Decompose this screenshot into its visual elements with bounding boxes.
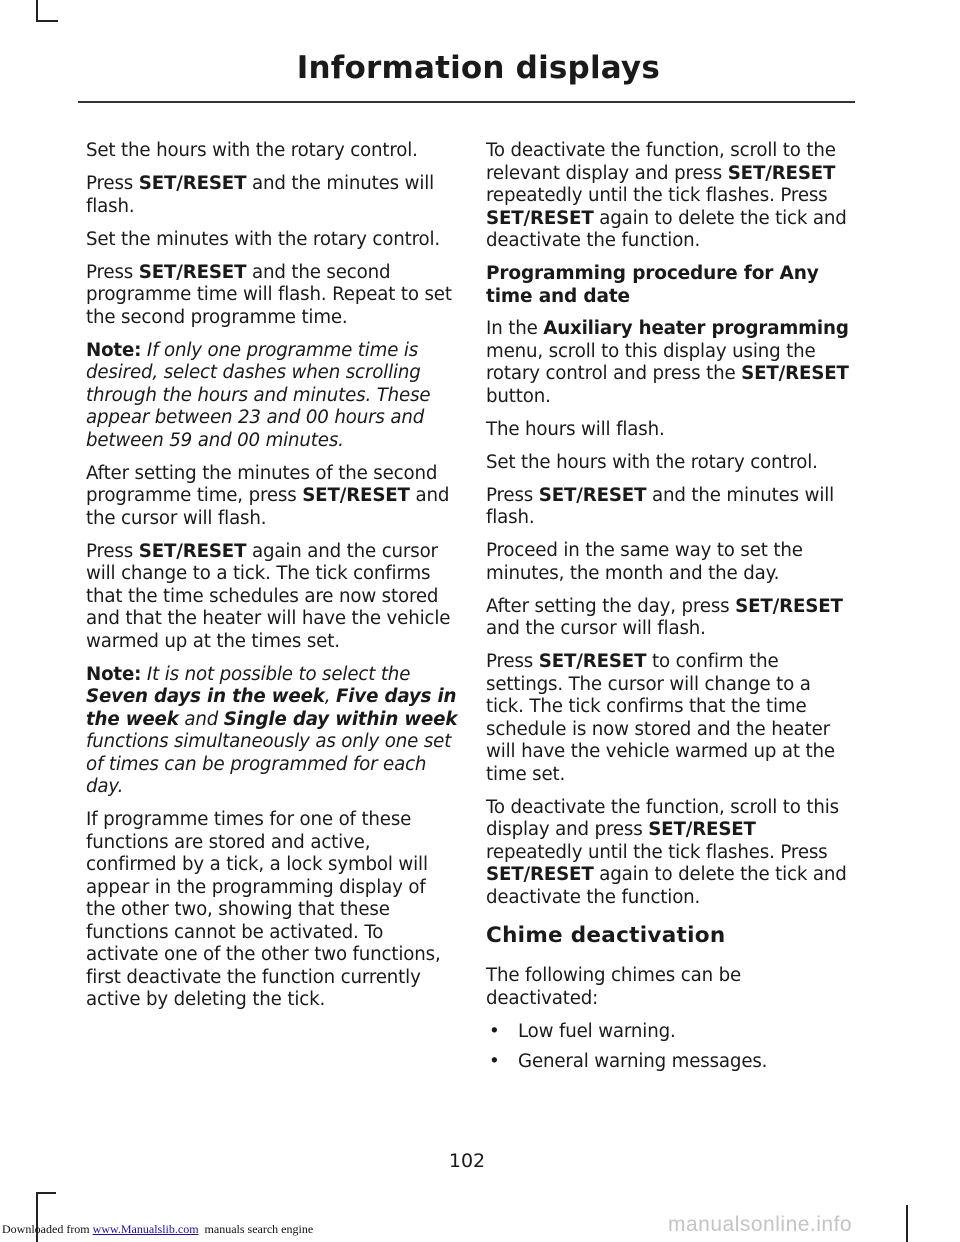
page-number: 102 xyxy=(448,1150,486,1172)
paragraph: Proceed in the same way to set the minutes, the month and the day. xyxy=(486,540,803,584)
button-reference: SET/RESET xyxy=(486,207,594,229)
paragraph: Press SET/RESET to confirm the settings. The cursor will change to a tick. The tick confirms that the time schedule is now stored and the heater will have the vehicle warmed up at the time set. xyxy=(486,651,835,785)
paragraph: To deactivate the function, scroll to this display and press SET/RESET repeatedly until the tick flashes. Press SET/RESET again to delete the tick and deactivate the function. xyxy=(486,796,847,908)
bullet-icon: • xyxy=(489,1051,500,1072)
crop-mark-bottom-left-horizontal xyxy=(36,1192,56,1194)
crop-mark-top-left-vertical xyxy=(36,0,38,22)
button-reference: SET/RESET xyxy=(741,363,849,384)
paragraph: Set the hours with the rotary control. xyxy=(486,451,818,473)
menu-reference: Auxiliary heater programming xyxy=(543,318,849,339)
manualslib-link[interactable]: www.Manualslib.com xyxy=(92,1222,199,1236)
crop-mark-top-left-horizontal xyxy=(36,20,58,22)
paragraph: After setting the day, press SET/RESET and the cursor will flash. xyxy=(486,595,843,639)
paragraph: Press SET/RESET and the minutes will flash. xyxy=(486,484,835,528)
button-reference: SET/RESET xyxy=(648,819,756,840)
button-reference: SET/RESET xyxy=(138,173,247,194)
paragraph: Press SET/RESET and the minutes will flash. xyxy=(86,173,435,217)
paragraph: Press SET/RESET again and the cursor will change to a tick. The tick confirms that the time schedules are now stored and that the heater will have the vehicle warmed up at the times set. xyxy=(86,540,451,652)
button-reference: SET/RESET xyxy=(538,484,647,506)
right-column xyxy=(486,140,852,1082)
button-reference: SET/RESET xyxy=(302,485,410,506)
paragraph: To deactivate the function, scroll to the relevant display and press SET/RESET repeatedly until the tick flashes. Press SET/RESET again to delete the tick and deactivate the function. xyxy=(486,140,847,251)
button-reference: SET/RESET xyxy=(735,595,843,617)
paragraph: Set the hours with the rotary control. xyxy=(86,140,418,161)
function-name: Single day within week xyxy=(223,708,458,730)
function-name: Five days in the week xyxy=(86,686,457,730)
note-label: Note: xyxy=(86,339,142,361)
bullet-list xyxy=(486,1021,852,1074)
list-item: • General warning messages. xyxy=(489,1051,768,1072)
paragraph: The following chimes can be deactivated: xyxy=(486,965,742,1009)
function-name: Seven days in the week xyxy=(86,686,325,707)
note: Note: It is not possible to select the Seven days in the week, Five days in the week and Single day within week functions simultaneously as only one set of times can be programmed for each day. xyxy=(86,663,458,797)
button-reference: SET/RESET xyxy=(138,540,247,562)
section-heading: Chime deactivation xyxy=(486,923,726,948)
download-footer: Downloaded from www.Manualslib.com manuals search engine xyxy=(2,1222,314,1236)
paragraph: If programme times for one of these functions are stored and active, confirmed by a tick, a lock symbol will appear in the programming display of the other two, showing that these functions cannot be activated. To activate one of the other two functions, first deactivate the function currently active by deleting the tick. xyxy=(86,809,441,1010)
note-text: If only one programme time is desired, select dashes when scrolling through the hours and minutes. These appear between 23 and 00 hours and between 59 and 00 minutes. xyxy=(86,339,431,451)
button-reference: SET/RESET xyxy=(538,651,647,672)
header-divider xyxy=(78,101,855,103)
paragraph: In the Auxiliary heater programming menu, scroll to this display using the rotary control and press the SET/RESET button. xyxy=(486,318,849,407)
button-reference: SET/RESET xyxy=(138,261,247,283)
bullet-icon: • xyxy=(489,1020,500,1042)
crop-mark-bottom-right-vertical xyxy=(906,1205,908,1242)
watermark: manualsonline.info xyxy=(668,1213,853,1236)
paragraph: After setting the minutes of the second programme time, press SET/RESET and the cursor will flash. xyxy=(86,462,450,529)
left-column xyxy=(86,140,458,1022)
note-label: Note: xyxy=(86,663,142,685)
paragraph: Press SET/RESET and the second programme time will flash. Repeat to set the second programme time. xyxy=(86,261,452,328)
paragraph: Set the minutes with the rotary control. xyxy=(86,228,441,250)
list-item: • Low fuel warning. xyxy=(489,1020,676,1042)
subheading: Programming procedure for Any time and date xyxy=(486,263,819,307)
paragraph: The hours will flash. xyxy=(486,418,665,440)
button-reference: SET/RESET xyxy=(727,162,836,184)
note xyxy=(86,340,458,453)
button-reference: SET/RESET xyxy=(486,864,594,885)
page-title: Information displays xyxy=(296,50,660,86)
